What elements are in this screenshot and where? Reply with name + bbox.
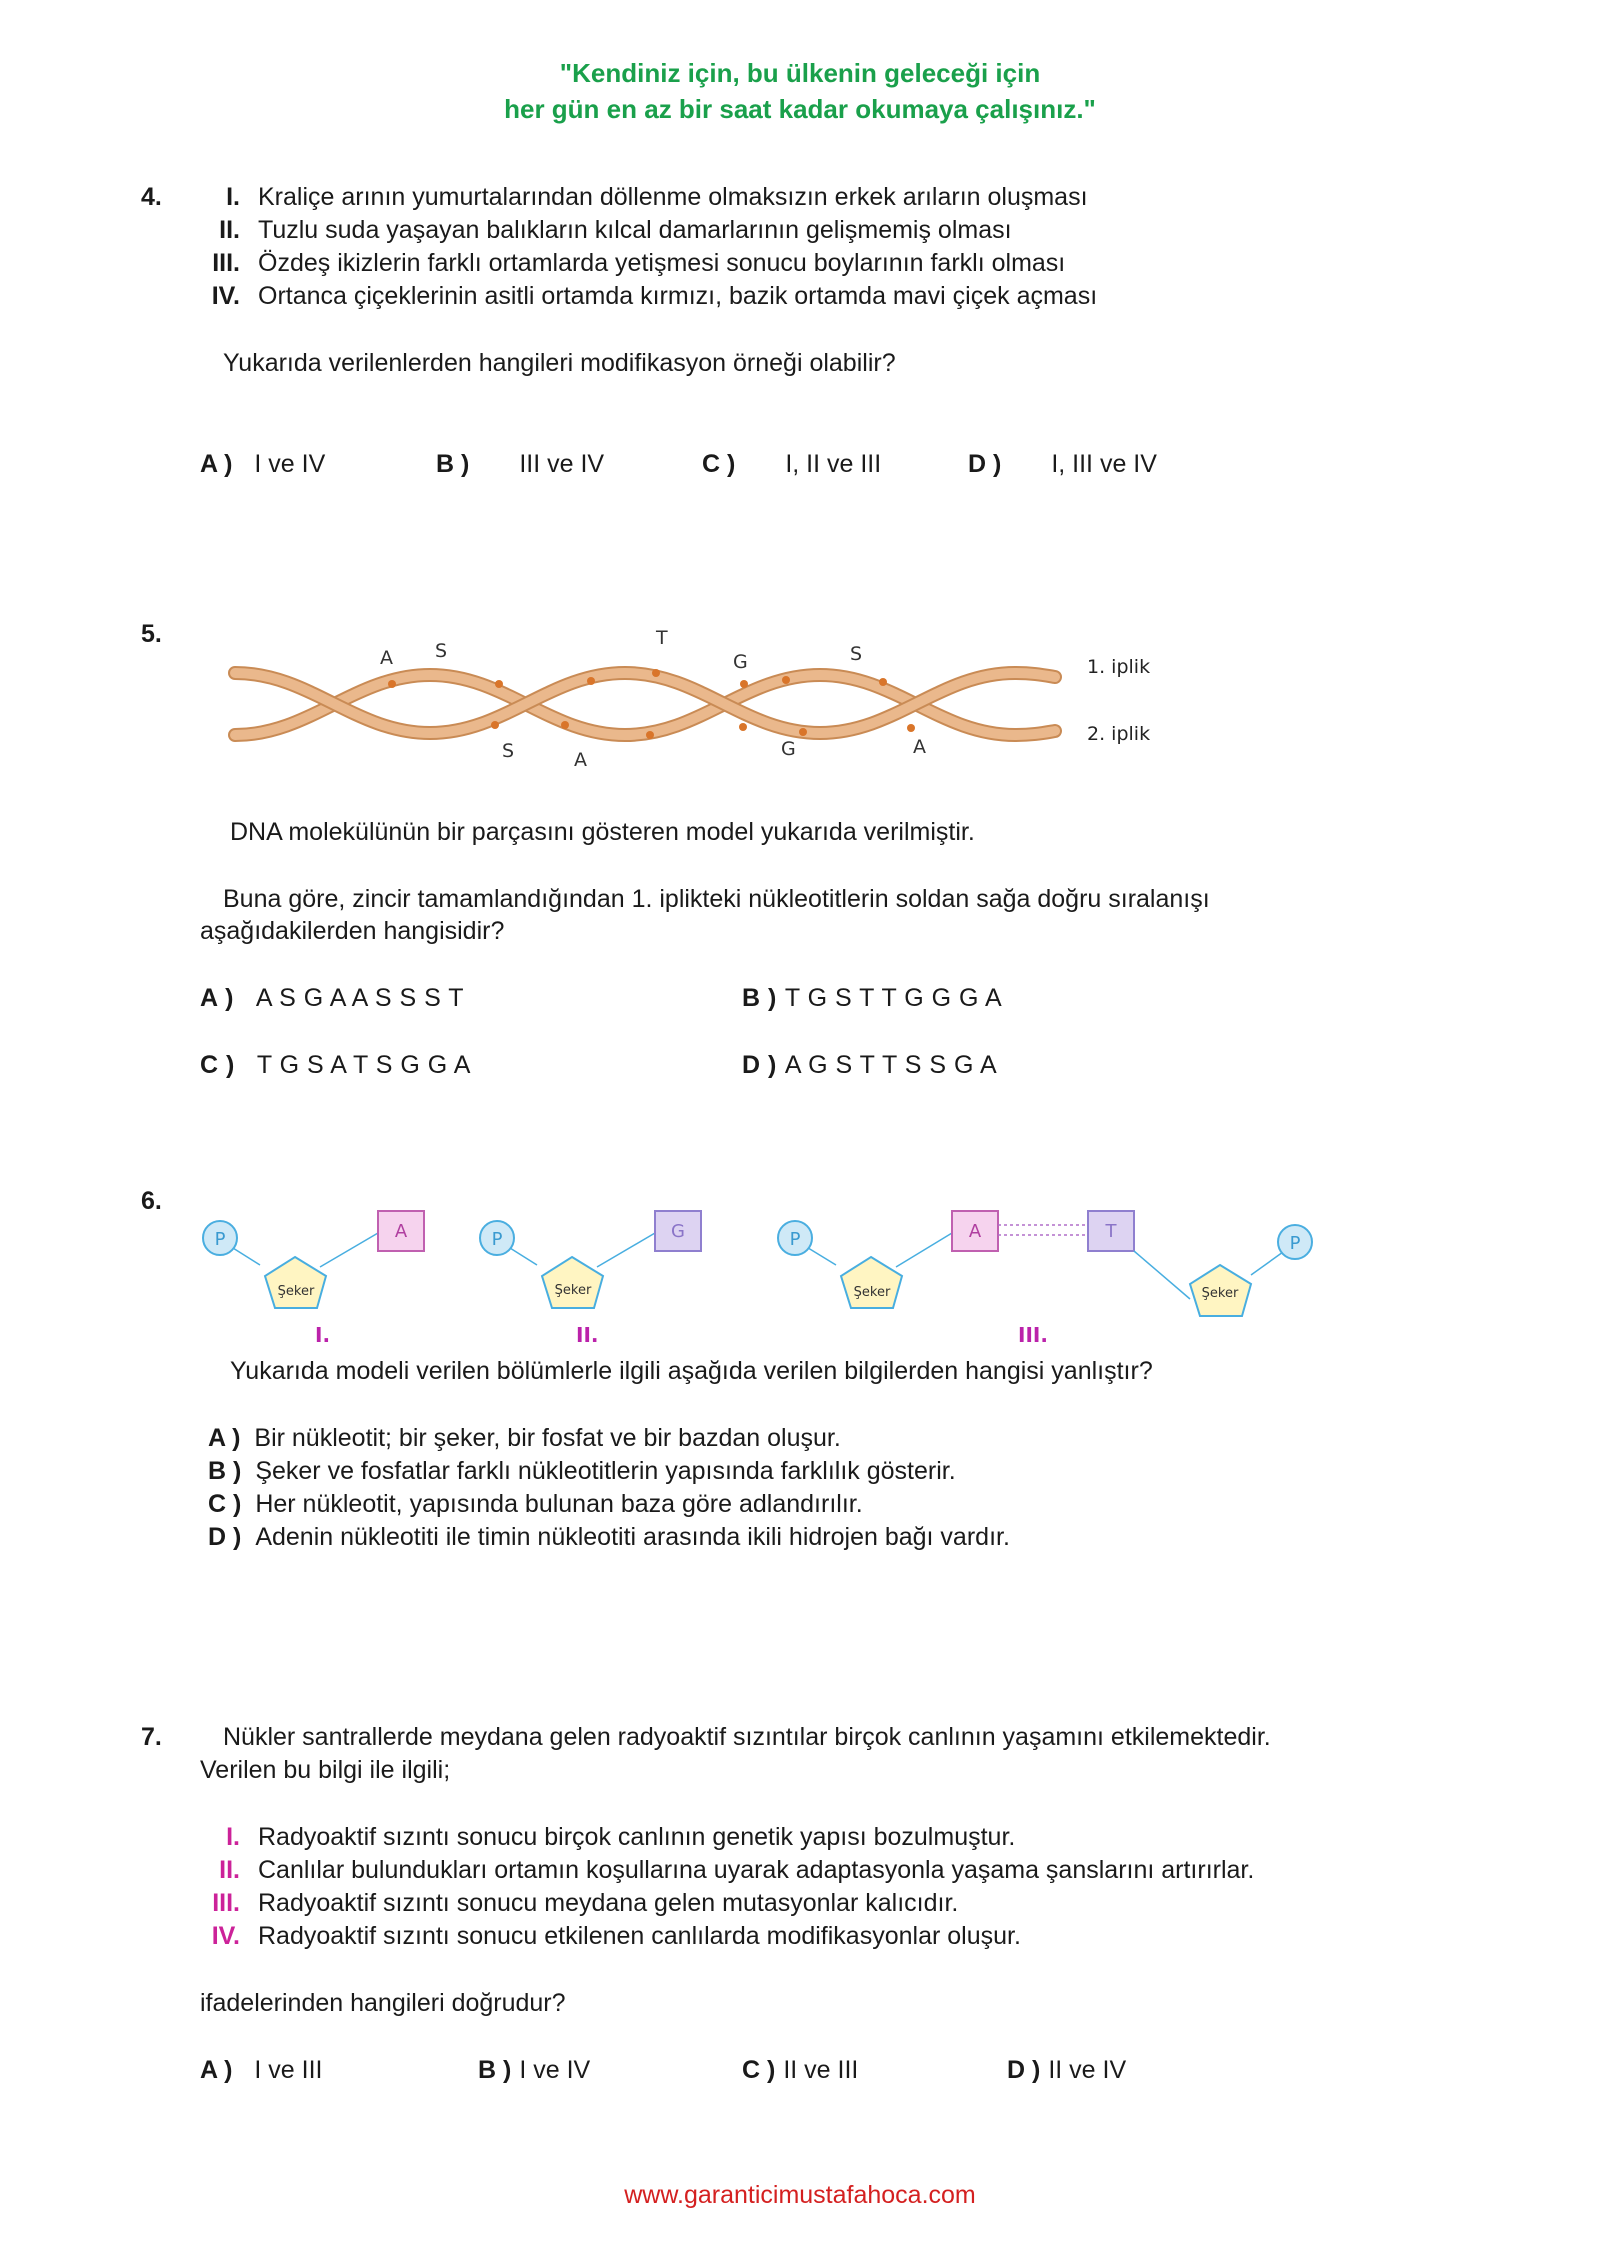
option-text: I ve IV [519,2056,591,2084]
option-letter: B ) [208,1457,242,1485]
option-letter: B ) [478,2056,512,2084]
header-quote-line-2: her gün en az bir saat kadar okumaya çalışınız." [504,94,1096,124]
nucleotide-dot [587,677,595,685]
base-label: T [1105,1221,1117,1242]
nucleotide-dot [782,676,790,684]
roman-numeral: IV. [211,1922,240,1950]
phosphate-label: P [491,1229,503,1250]
q5-option-c[interactable] [200,1051,471,1080]
nucleotide-dot [491,721,499,729]
option-letter: D ) [208,1523,242,1551]
q6-option-b[interactable] [208,1457,956,1486]
option-text: I, II ve III [785,450,882,478]
q7-intro-line-1: Nükler santrallerde meydana gelen radyoaktif sızıntılar birçok canlının yaşamını etkilemektedir. [223,1723,1271,1751]
option-text: Şeker ve fosfatlar farklı nükleotitlerin yapısında farklılık gösterir. [255,1457,956,1485]
q5-question-line-1: Buna göre, zincir tamamlandığından 1. iplikteki nükleotitlerin soldan sağa doğru sıralanışı [223,885,1210,913]
base-letter: A [574,749,587,771]
q7-item [180,1889,958,1918]
q7-item-text: Canlılar bulundukları ortamın koşullarına uyarak adaptasyonla yaşama şanslarını artırırlar. [258,1856,1255,1884]
option-letter: C ) [208,1490,242,1518]
option-text: Her nükleotit, yapısında bulunan baza göre adlandırılır. [255,1490,863,1518]
base-label: A [968,1221,982,1242]
question-7-number: 7. [141,1723,162,1751]
nucleotide-dot [907,724,915,732]
phosphate-label: P [1289,1233,1301,1254]
option-letter: C ) [200,1051,235,1079]
q5-question-line-2: aşağıdakilerden hangisidir? [200,917,505,945]
model-label: I. [315,1323,331,1347]
roman-numeral: I. [226,1823,240,1851]
option-letter: A ) [200,2056,233,2084]
option-letter: D ) [1007,2056,1041,2084]
base-letter: A [913,736,926,758]
q6-option-a[interactable] [208,1424,841,1453]
q4-item-text: Tuzlu suda yaşayan balıkların kılcal damarlarının gelişmemiş olması [258,216,1012,244]
strand-2-wave [235,675,1055,735]
roman-numeral: II. [219,1856,240,1884]
strand-1-wave [235,673,1055,733]
sugar-pentagon [265,1257,326,1308]
q6-question: Yukarıda modeli verilen bölümlerle ilgili aşağıda verilen bilgilerden hangisi yanlıştır? [230,1357,1153,1385]
option-text: A S G A A S S S T [255,984,465,1012]
bond-line [320,1233,378,1267]
q7-item-text: Radyoaktif sızıntı sonucu etkilenen canlılarda modifikasyonlar oluşur. [258,1922,1021,1950]
base-letter: G [781,738,796,760]
q7-option-c[interactable] [742,2056,858,2085]
q5-option-a[interactable] [200,984,464,1013]
sugar-label: Şeker [554,1283,592,1298]
header-quote-line-1: "Kendiniz için, bu ülkenin geleceği için [559,58,1041,88]
roman-numeral: I. [226,183,240,211]
nucleotide-dot [739,723,747,731]
option-text: I ve IV [254,450,326,478]
base-label: G [671,1221,685,1242]
option-text: II ve III [783,2056,859,2084]
q7-item-text: Radyoaktif sızıntı sonucu birçok canlının genetik yapısı bozulmuştur. [258,1823,1016,1851]
nucleotide-dot [740,680,748,688]
question-4-number: 4. [141,183,162,211]
roman-numeral: III. [212,1889,240,1917]
nucleotide-dot [561,721,569,729]
sugar-label: Şeker [277,1284,315,1299]
option-letter: A ) [200,984,234,1012]
option-text: III ve IV [519,450,605,478]
question-6-number: 6. [141,1187,162,1215]
q4-item-text: Özdeş ikizlerin farklı ortamlarda yetişmesi sonucu boylarının farklı olması [258,249,1066,277]
sugar-label: Şeker [1201,1286,1239,1301]
option-text: I ve III [254,2056,323,2084]
base-label: A [394,1221,408,1242]
nucleotide-dot [388,680,396,688]
roman-numeral: III. [212,249,240,277]
question-5-number: 5. [141,620,162,648]
q7-option-a[interactable] [200,2056,323,2085]
q7-item-text: Radyoaktif sızıntı sonucu meydana gelen mutasyonlar kalıcıdır. [258,1889,959,1917]
q4-item [180,183,1088,212]
q7-question: ifadelerinden hangileri doğrudur? [200,1989,566,2017]
option-text: Bir nükleotit; bir şeker, bir fosfat ve bir bazdan oluşur. [254,1424,841,1452]
nucleotide-dot [879,678,887,686]
q7-option-b[interactable] [478,2056,590,2085]
model-label: III. [1018,1323,1048,1347]
q4-item-text: Kraliçe arının yumurtalarından döllenme olmaksızın erkek arıların oluşması [258,183,1088,211]
q4-option-b[interactable] [436,450,604,479]
option-text: I, III ve IV [1051,450,1157,478]
option-letter: A ) [208,1424,241,1452]
sugar-label: Şeker [853,1285,891,1300]
q7-intro-line-2: Verilen bu bilgi ile ilgili; [200,1756,451,1784]
option-text: T G S A T S G G A [256,1051,471,1079]
q7-item [180,1856,1254,1885]
bond-line [896,1233,952,1267]
nucleotide-models-diagram [190,1195,1340,1350]
option-letter: C ) [702,450,736,478]
option-text: II ve IV [1048,2056,1127,2084]
q5-option-b[interactable] [742,984,1002,1013]
option-letter: A ) [200,450,233,478]
q4-item-text: Ortanca çiçeklerinin asitli ortamda kırmızı, bazik ortamda mavi çiçek açması [258,282,1098,310]
option-text: A G S T T S S G A [784,1051,998,1079]
model-label: II. [576,1323,599,1347]
dna-double-helix-diagram [225,615,1175,780]
option-letter: B ) [436,450,470,478]
q4-option-d[interactable] [968,450,1157,479]
base-letter: G [733,651,748,673]
base-letter: T [656,627,668,649]
base-letter: S [502,740,515,762]
option-letter: D ) [968,450,1002,478]
phosphate-label: P [214,1229,226,1250]
roman-numeral: IV. [211,282,240,310]
q5-intro: DNA molekülünün bir parçasını gösteren model yukarıda verilmiştir. [230,818,975,846]
nucleotide-dot [799,728,807,736]
q4-question: Yukarıda verilenlerden hangileri modifikasyon örneği olabilir? [223,349,896,377]
strand-2-label: 2. iplik [1087,723,1151,745]
option-letter: D ) [742,1051,777,1079]
q4-item [180,282,1097,311]
bond-line [597,1233,655,1267]
q7-option-d[interactable] [1007,2056,1126,2085]
q5-option-d[interactable] [742,1051,997,1080]
base-letter: A [380,647,393,669]
sugar-pentagon [841,1257,902,1308]
q4-item [180,249,1065,278]
base-letter: S [435,640,448,662]
q6-option-c[interactable] [208,1490,863,1519]
phosphate-label: P [789,1229,801,1250]
nucleotide-dot [495,680,503,688]
q4-option-c[interactable] [702,450,881,479]
option-text: T G S T T G G G A [784,984,1003,1012]
roman-numeral: II. [219,216,240,244]
strand-1-label: 1. iplik [1087,656,1151,678]
option-letter: C ) [742,2056,776,2084]
option-letter: B ) [742,984,777,1012]
q6-option-d[interactable] [208,1523,1010,1552]
nucleotide-dot [652,669,660,677]
option-text: Adenin nükleotiti ile timin nükleotiti arasında ikili hidrojen bağı vardır. [255,1523,1010,1551]
bond-line [1134,1251,1190,1299]
q7-item [180,1922,1021,1951]
footer-website-link[interactable]: www.garanticimustafahoca.com [624,2181,976,2209]
q4-option-a[interactable] [200,450,325,479]
q7-item [180,1823,1015,1852]
base-letter: S [850,643,863,665]
q4-item [180,216,1012,245]
nucleotide-dot [646,731,654,739]
